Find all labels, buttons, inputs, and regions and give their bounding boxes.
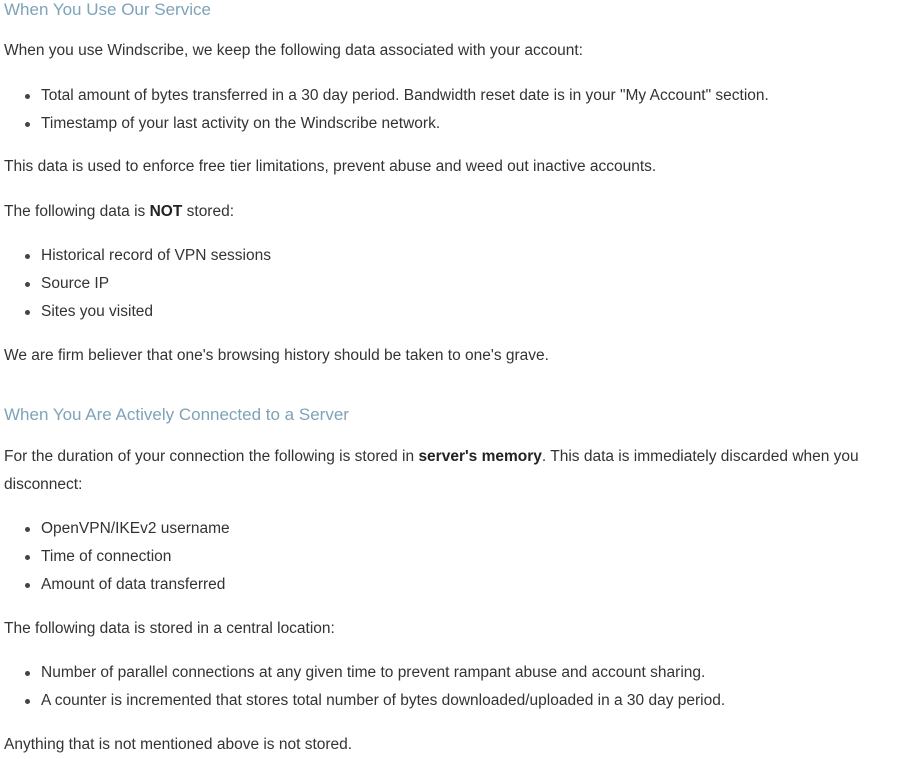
bullet-icon	[25, 122, 30, 127]
bullet-icon	[25, 671, 30, 676]
kept-data-list	[4, 82, 769, 138]
bullet-icon	[25, 254, 30, 259]
server-memory-emphasis: server's memory	[418, 448, 542, 465]
list-item: Amount of data transferred	[4, 571, 230, 599]
section-heading-active-connection: When You Are Actively Connected to a Server	[4, 405, 349, 424]
memory-data-list	[4, 515, 230, 599]
list-item: Number of parallel connections at any given time to prevent rampant abuse and account sharing.	[4, 659, 725, 687]
bullet-icon	[25, 94, 30, 99]
list-item: Total amount of bytes transferred in a 30 day period. Bandwidth reset date is in your "My Account" section.	[4, 82, 769, 110]
service-use-intro: When you use Windscribe, we keep the following data associated with your account:	[4, 42, 583, 59]
not-stored-list	[4, 242, 271, 326]
list-item: Sites you visited	[4, 298, 271, 326]
bullet-icon	[25, 555, 30, 560]
bullet-icon	[25, 699, 30, 704]
nothing-else-stored-statement: Anything that is not mentioned above is not stored.	[4, 736, 353, 753]
list-item: A counter is incremented that stores total number of bytes downloaded/uploaded in a 30 day period.	[4, 687, 725, 715]
active-connection-intro: For the duration of your connection the following is stored in server's memory. This data is immediately discarded when you disconnect:	[4, 448, 859, 493]
bullet-icon	[25, 583, 30, 588]
central-data-list	[4, 659, 725, 715]
section-heading-service-use: When You Use Our Service	[4, 0, 211, 19]
data-purpose-text: This data is used to enforce free tier limitations, prevent abuse and weed out inactive accounts.	[4, 158, 657, 175]
bullet-icon	[25, 282, 30, 287]
list-item: Historical record of VPN sessions	[4, 242, 271, 270]
list-item: OpenVPN/IKEv2 username	[4, 515, 230, 543]
list-item: Source IP	[4, 270, 271, 298]
not-emphasis: NOT	[149, 203, 183, 220]
list-item: Time of connection	[4, 543, 230, 571]
list-item: Timestamp of your last activity on the Windscribe network.	[4, 110, 769, 138]
not-stored-intro: The following data is NOT stored:	[4, 203, 235, 220]
bullet-icon	[25, 527, 30, 532]
central-storage-intro: The following data is stored in a central location:	[4, 620, 335, 637]
browsing-history-statement: We are firm believer that one's browsing history should be taken to one's grave.	[4, 347, 549, 364]
bullet-icon	[25, 310, 30, 315]
